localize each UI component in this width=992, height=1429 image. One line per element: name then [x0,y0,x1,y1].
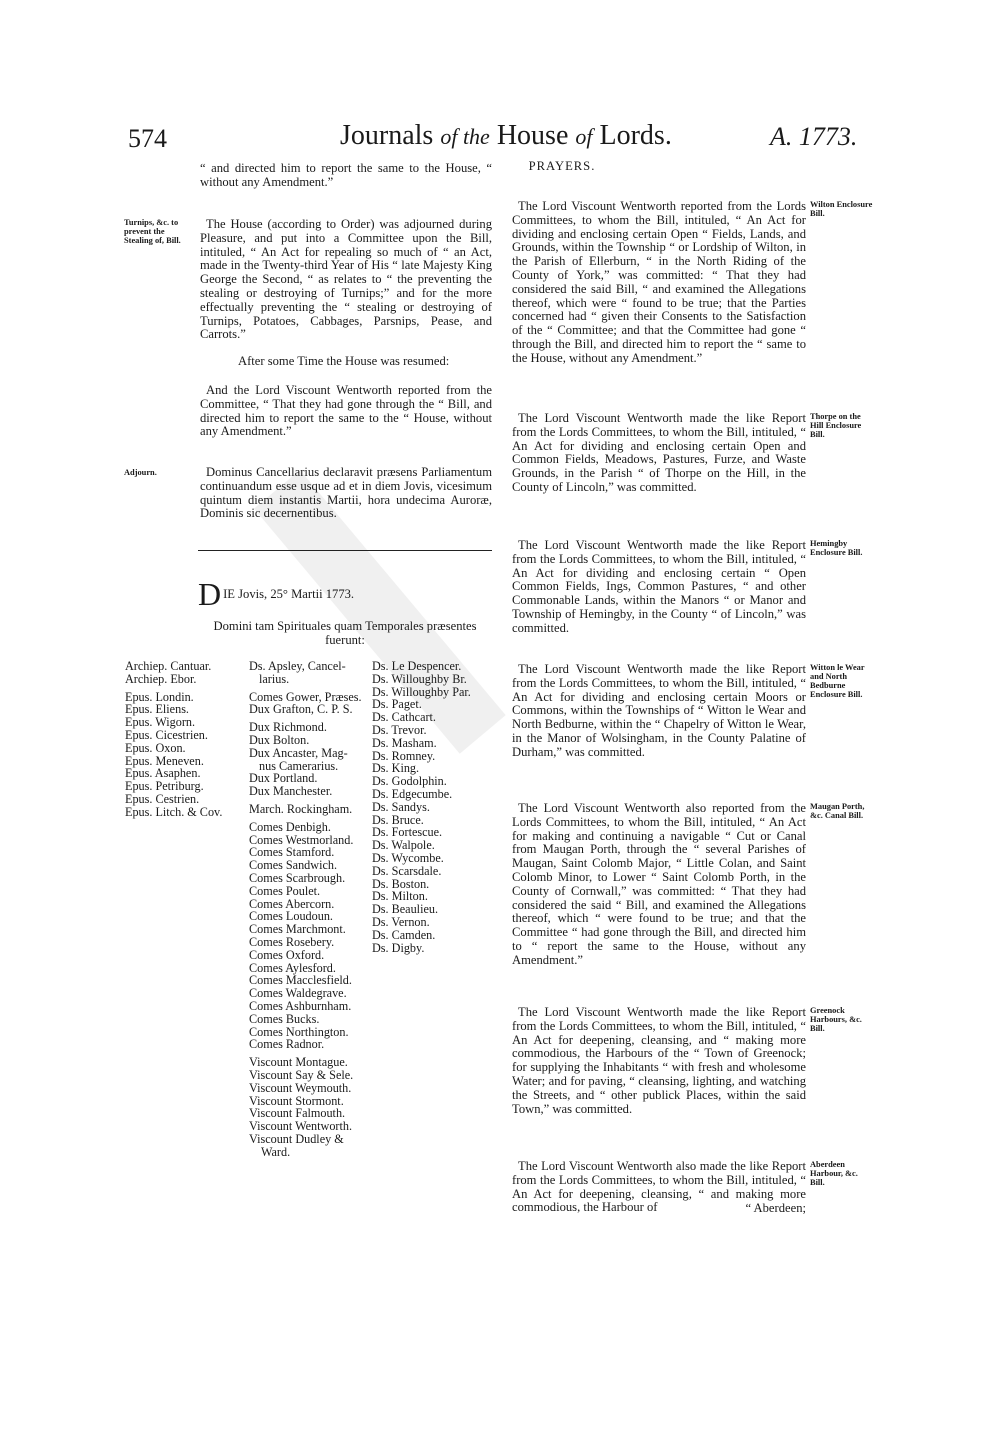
list-item: Epus. Oxon. [125,740,186,755]
margin-note-thorpe: Thorpe on the Hill Enclosure Bill. [810,412,862,439]
list-item: Ds. Sandys. [372,799,430,814]
left-para-1: The House (according to Order) was adjourned during Pleasure, and put into a Committee upon the Bill, intituled, “ An Act for repealing so much of “ an Act, made in the Twenty-third Year of His “ late Majesty King George the Second, “ as relates to “ the preventing the stealing or destroying of Turnips;” and for the more effectually preventing the “ stealing or destroying of Turnips, Potatoes, Cabbages, Parsnips, Pease, and Carrots.” [200,217,492,342]
list-item: Epus. Wigorn. [125,715,196,730]
left-para-4: Dominus Cancellarius declaravit præsens Parliamentum continuandum esse usque ad et in diem Jovis, vicesimum quintum diem instantis Martii, hora undecima Auroræ, Dominis sic decernentibus. [200,465,492,521]
list-item: Archiep. Cantuar. [125,659,212,673]
list-item: Comes Oxford. [249,947,325,962]
right-para-6: The Lord Viscount Wentworth made the like Report from the Lords Committees, to whom the Bill, intituled, “ An Act for deepening, cleansing, and “ making more commodious, the Harbours of the “ Town of Greenock; for supplying the Inhabitants “ with fresh and wholesome Water; and for paving, “ cleansing, lighting, and watching the Streets, and “ other publick Places, within the said Town,” was committed. [512,1005,806,1116]
list-item: Viscount Dudley & [249,1131,344,1146]
list-item: Comes Sandwich. [249,858,338,873]
list-item: Comes Stamford. [249,845,335,860]
title-house: House [496,120,569,151]
list-item: Ds. Bruce. [372,812,424,827]
list-item: Ds. King. [372,761,420,776]
list-item: Ds. Vernon. [372,914,430,929]
list-item: Ds. Cathcart. [372,710,436,725]
title-of: of [575,124,593,149]
page-number: 574 [128,124,167,153]
left-para-2: After some Time the House was resumed: [238,354,450,368]
list-item: Comes Macclesfield. [249,973,352,988]
right-para-1: The Lord Viscount Wentworth reported from the Lords Committees, to whom the Bill, intituled, “ An Act for dividing and enclosing certain Open “ Fields, Lands, and Grounds, within the Township “ or Lordship of Wilton, in the Parish of Ellerburn, “ in the North Riding of the County of York,” was committed: “ That they had considered the said Bill, “ and examined the Allegations thereof, which were “ found to be true; that the Parties concerned had “ given their Consents to the Satisfaction of the “ Committee; and that the Committee had gone “ through the Bill, and directed him to report the “ same to the House, without any Amendment.” [512,199,806,365]
right-para-7-catchword: “ Aberdeen; [745,1201,806,1215]
list-item: Comes Marchmont. [249,922,346,937]
list-item: Ds. Camden. [372,927,436,942]
list-item: Ds. Walpole. [372,838,435,853]
list-item: Comes Bucks. [249,1011,320,1026]
list-item: Viscount Weymouth. [249,1080,352,1095]
list-item: Comes Rosebery. [249,934,335,949]
list-item: Ds. Willoughby Br. [372,671,467,686]
list-item: Epus. Londin. [125,689,194,704]
list-item: Comes Ashburnham. [249,998,352,1013]
list-item: Epus. Meneven. [125,753,204,768]
list-item: Viscount Falmouth. [249,1106,346,1121]
margin-note-greenock: Greenock Harbours, &c. Bill. [810,1006,862,1033]
list-item: Archiep. Ebor. [125,671,197,686]
list-item: Comes Loudoun. [249,909,333,924]
list-item: Dux Manchester. [249,784,333,799]
list-item: Comes Gower, Præses. [249,689,362,704]
list-item: nus Camerarius. [259,758,339,773]
list-item: Ds. Scarsdale. [372,863,442,878]
dropcap-d: D [198,576,222,612]
list-item: Comes Northington. [249,1024,349,1039]
list-item: Viscount Wentworth. [249,1119,352,1134]
list-item: Comes Aylesford. [249,960,336,975]
list-bishops [125,660,247,819]
list-item: Ds. Willoughby Par. [372,684,471,699]
list-item: Comes Westmorland. [249,832,354,847]
prayers-heading: PRAYERS. [528,159,596,173]
left-para-0: “ and directed him to report the same to the House, “ without any Amendment.” [200,161,492,189]
margin-note-aberdeen: Aberdeen Harbour, &c. Bill. [810,1160,858,1187]
right-para-4: The Lord Viscount Wentworth made the like Report from the Lords Committees, to whom the Bill, intituled, “ An Act for dividing and enclosing certain Moors or Commons, within the Townships of “ Witton le Wear and North Bedburne, within the “ Chapelry of Witton le Wear, in the Manor of Wolsingham, in the County Palatine of Durham,” was committed. [512,662,806,759]
page-year: A. 1773. [770,122,858,151]
list-item: Epus. Cicestrien. [125,727,208,742]
list-item: Comes Denbigh. [249,819,331,834]
title-lords: Lords. [599,120,672,151]
list-item: Ds. Wycombe. [372,850,444,865]
title-journals: Journals [340,120,434,151]
margin-note-maugan: Maugan Porth, &c. Canal Bill. [810,802,865,820]
list-item: Ds. Apsley, Cancel- [249,659,346,673]
list-item: Ds. Trevor. [372,722,427,737]
list-barons [372,660,494,954]
sitting-date-text: IE Jovis, 25° Martii 1773. [223,587,355,601]
right-para-3: The Lord Viscount Wentworth made the like Report from the Lords Committees, to whom the Bill, intituled, “ An Act for dividing and enclosing certain “ Open Common Fields, Ings, Common Pastures, “ and other Commonable Lands, within the Manors “ or Manor and Township of Hemingby, in the County “ of Lincoln,” was committed. [512,538,806,635]
list-item: Ds. Paget. [372,697,422,712]
list-item: Epus. Petriburg. [125,779,204,794]
list-item: Ds. Le Despencer. [372,659,462,673]
list-item: Comes Poulet. [249,883,321,898]
list-item: Ds. Boston. [372,876,430,891]
margin-note-wilton: Wilton Enclosure Bill. [810,200,873,218]
right-para-2: The Lord Viscount Wentworth made the like Report from the Lords Committees, to whom the Bill, intituled, “ An Act for dividing and enclosing certain Open and Common Fields, Meadows, Pastures, Furze, and Waste Grounds, in the Parish “ of Thorpe on the Hill, in the County of Lincoln,” was committed. [512,411,806,494]
list-item: Ds. Romney. [372,748,436,763]
title-of-the: of the [440,124,490,149]
list-item: Dux Portland. [249,771,318,786]
list-item: Epus. Litch. & Cov. [125,804,223,819]
page-title [340,120,672,152]
list-temporal-peers [249,660,371,1158]
list-item: Epus. Cestrien. [125,791,200,806]
list-item: Comes Abercorn. [249,896,335,911]
margin-note-adjourn: Adjourn. [124,468,157,477]
list-item: Dux Bolton. [249,732,310,747]
margin-note-turnips: Turnips, &c. to prevent the Stealing of, Bill. [124,218,181,245]
list-item: Ds. Masham. [372,735,437,750]
right-para-7: The Lord Viscount Wentworth also made the like Report from the Lords Committees, to whom the Bill, intituled, “ An Act for deepening, cleansing, “ and making more commodious, the Harbour of [512,1159,806,1215]
list-item: Comes Waldegrave. [249,986,347,1001]
list-item: Ds. Milton. [372,889,428,904]
list-item: Ds. Fortescue. [372,825,443,840]
list-item: Dux Ancaster, Mag- [249,745,348,760]
list-item: Dux Richmond. [249,720,327,735]
list-item: Epus. Asaphen. [125,766,201,781]
section-separator [198,550,492,551]
list-item: Ds. Edgecumbe. [372,786,453,801]
right-para-5: The Lord Viscount Wentworth also reported from the Lords Committees, to whom the Bill, intituled, “ An Act for making and continuing a navigable “ Cut or Canal from Maugan Porth, through the “ several Parishes of Maugan, Saint Colomb Major, “ Little Colan, and Saint Colomb Minor, to Lower “ Saint Colomb Porth, in the County of Cornwall,” was committed: “ That they had considered the said “ Bill, and examined the Allegations thereof, which “ were found to be true; and that the Committee “ had gone through the Bill, and directed him to “ report the same to the House, without any Amendment.” [512,801,806,967]
list-item: Comes Scarbrough. [249,870,346,885]
margin-note-hemingby: Hemingby Enclosure Bill. [810,539,863,557]
list-item: Ward. [261,1144,291,1159]
list-item: Ds. Beaulieu. [372,902,439,917]
list-item: larius. [259,671,290,686]
left-para-3: And the Lord Viscount Wentworth reported from the Committee, “ That they had gone through the “ Bill, and directed him to report the same to the “ House, without any Amendment.” [200,383,492,439]
list-item: Dux Grafton, C. P. S. [249,702,353,717]
list-item: Viscount Stormont. [249,1093,344,1108]
margin-note-witton: Witton le Wear and North Bedburne Enclosure Bill. [810,663,865,699]
list-item: Viscount Say & Sele. [249,1067,354,1082]
sitting-date [198,576,492,612]
list-item: Ds. Godolphin. [372,774,447,789]
list-item: Comes Radnor. [249,1037,325,1052]
list-item: March. Rockingham. [249,801,353,816]
list-item: Epus. Eliens. [125,702,189,717]
domini-heading: Domini tam Spirituales quam Temporales præsentes fuerunt: [213,619,477,647]
list-item: Ds. Digby. [372,940,425,955]
list-item: Viscount Montague. [249,1055,348,1070]
